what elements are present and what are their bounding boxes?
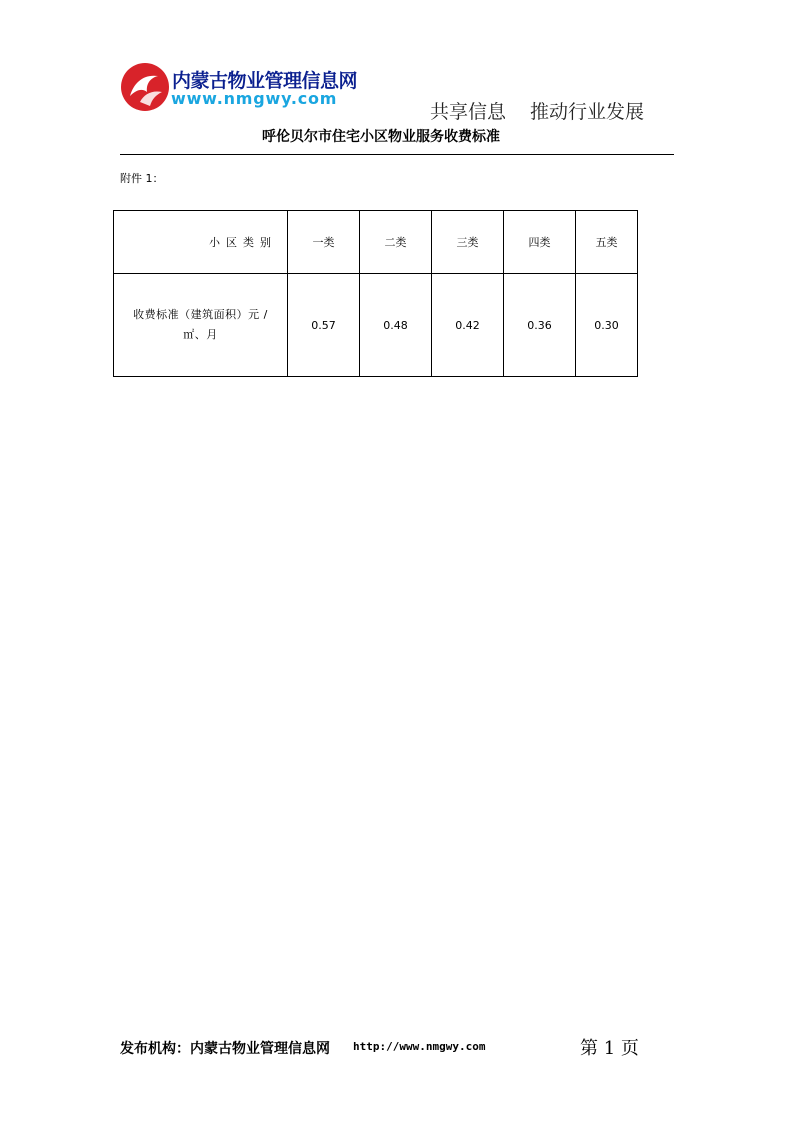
fee-standard-label-cell <box>114 274 288 377</box>
fee-standard-label-line2: ㎡、月 <box>183 328 218 341</box>
fee-value-cell: 0.36 <box>504 274 576 377</box>
fee-value-cell: 0.30 <box>576 274 638 377</box>
category-cell: 四类 <box>504 211 576 274</box>
fee-value-cell: 0.57 <box>288 274 360 377</box>
category-cell: 二类 <box>360 211 432 274</box>
category-cell: 三类 <box>432 211 504 274</box>
footer-url[interactable]: http://www.nmgwy.com <box>353 1040 486 1053</box>
table-header-row <box>114 211 638 274</box>
header-divider <box>120 154 674 155</box>
logo-icon <box>120 62 170 112</box>
fee-standard-label-line1: 收费标准（建筑面积）元 / <box>133 308 268 321</box>
category-cell: 一类 <box>288 211 360 274</box>
table-row <box>114 274 638 377</box>
footer-publisher: 发布机构：内蒙古物业管理信息网 <box>120 1041 330 1057</box>
attachment-label: 附件 1： <box>120 172 164 185</box>
slogan <box>430 97 644 124</box>
site-url[interactable]: www.nmgwy.com <box>171 89 338 108</box>
site-name: 内蒙古物业管理信息网 <box>172 70 358 92</box>
slogan-right: 推动行业发展 <box>530 101 645 123</box>
category-header-cell: 小区类别 <box>114 211 288 274</box>
page-number: 第 1 页 <box>580 1038 639 1059</box>
category-cell: 五类 <box>576 211 638 274</box>
fee-table <box>113 210 638 377</box>
slogan-left: 共享信息 <box>430 101 507 123</box>
fee-value-cell: 0.42 <box>432 274 504 377</box>
document-title: 呼伦贝尔市住宅小区物业服务收费标准 <box>262 129 500 145</box>
fee-value-cell: 0.48 <box>360 274 432 377</box>
